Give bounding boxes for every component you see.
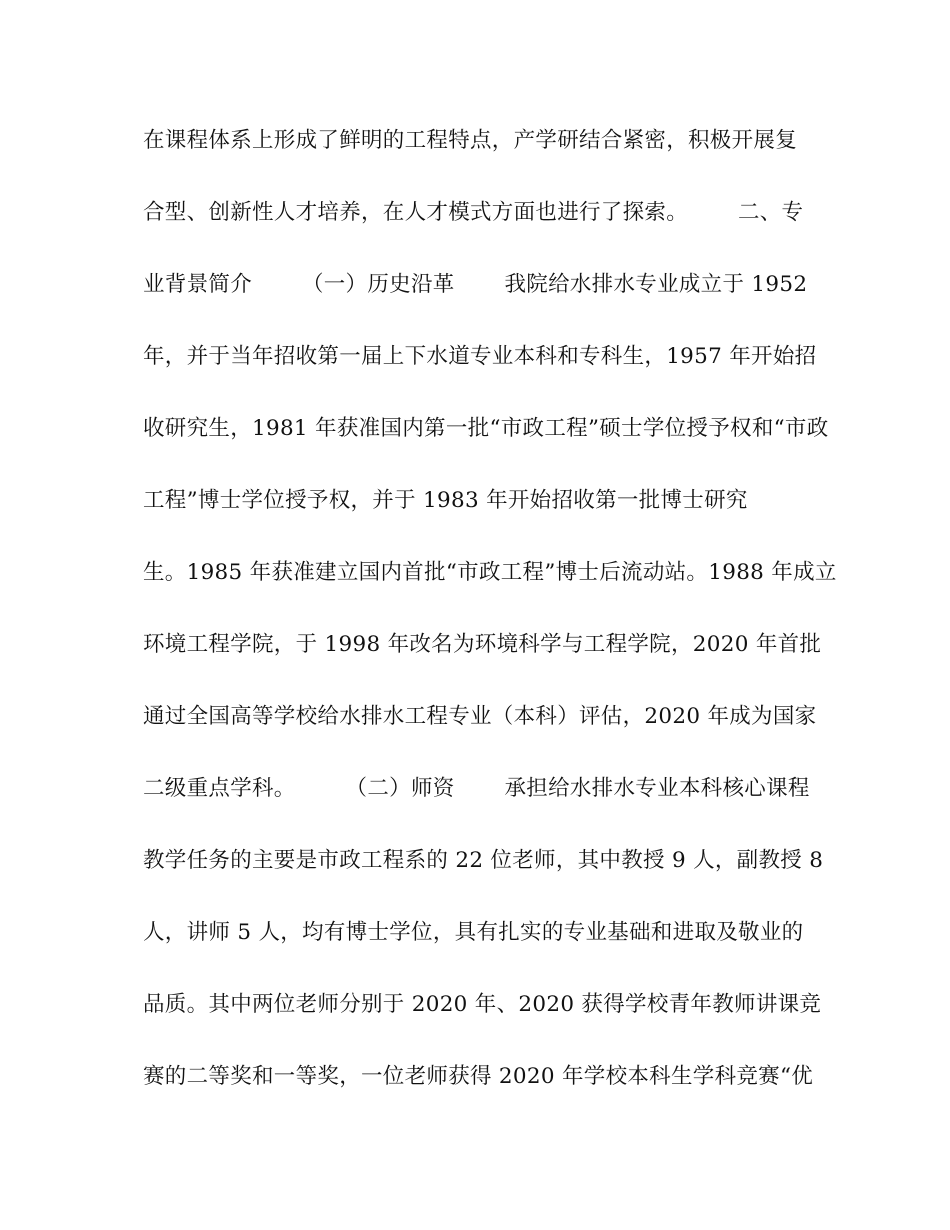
text-line: 品质。其中两位老师分别于 2020 年、2020 获得学校青年教师讲课竞 (143, 992, 822, 1017)
text-line: 在课程体系上形成了鲜明的工程特点，产学研结合紧密，积极开展复 (143, 128, 798, 153)
text-line: 赛的二等奖和一等奖，一位老师获得 2020 年学校本科生学科竞赛“优 (143, 1064, 814, 1089)
text-line: 工程”博士学位授予权，并于 1983 年开始招收第一批博士研究 (143, 488, 748, 513)
text-line: 收研究生，1981 年获准国内第一批“市政工程”硕士学位授予权和“市政 (143, 416, 829, 441)
text-line: 人，讲师 5 人，均有博士学位，具有扎实的专业基础和进取及敬业的 (143, 920, 804, 945)
text-line: 业背景简介 （一）历史沿革 我院给水排水专业成立于 1952 (143, 272, 808, 297)
text-line: 年，并于当年招收第一届上下水道专业本科和专科生，1957 年开始招 (143, 344, 817, 369)
text-line: 生。1985 年获准建立国内首批“市政工程”博士后流动站。1988 年成立 (143, 560, 837, 585)
text-line: 通过全国高等学校给水排水工程专业（本科）评估，2020 年成为国家 (143, 704, 817, 729)
text-line: 二级重点学科。 （二）师资 承担给水排水专业本科核心课程 (143, 776, 810, 801)
text-line: 教学任务的主要是市政工程系的 22 位老师，其中教授 9 人，副教授 8 (143, 848, 824, 873)
body-text (143, 121, 837, 1129)
text-line: 环境工程学院，于 1998 年改名为环境科学与工程学院，2020 年首批 (143, 632, 822, 657)
text-line: 合型、创新性人才培养，在人才模式方面也进行了探索。 二、专 (143, 200, 804, 225)
